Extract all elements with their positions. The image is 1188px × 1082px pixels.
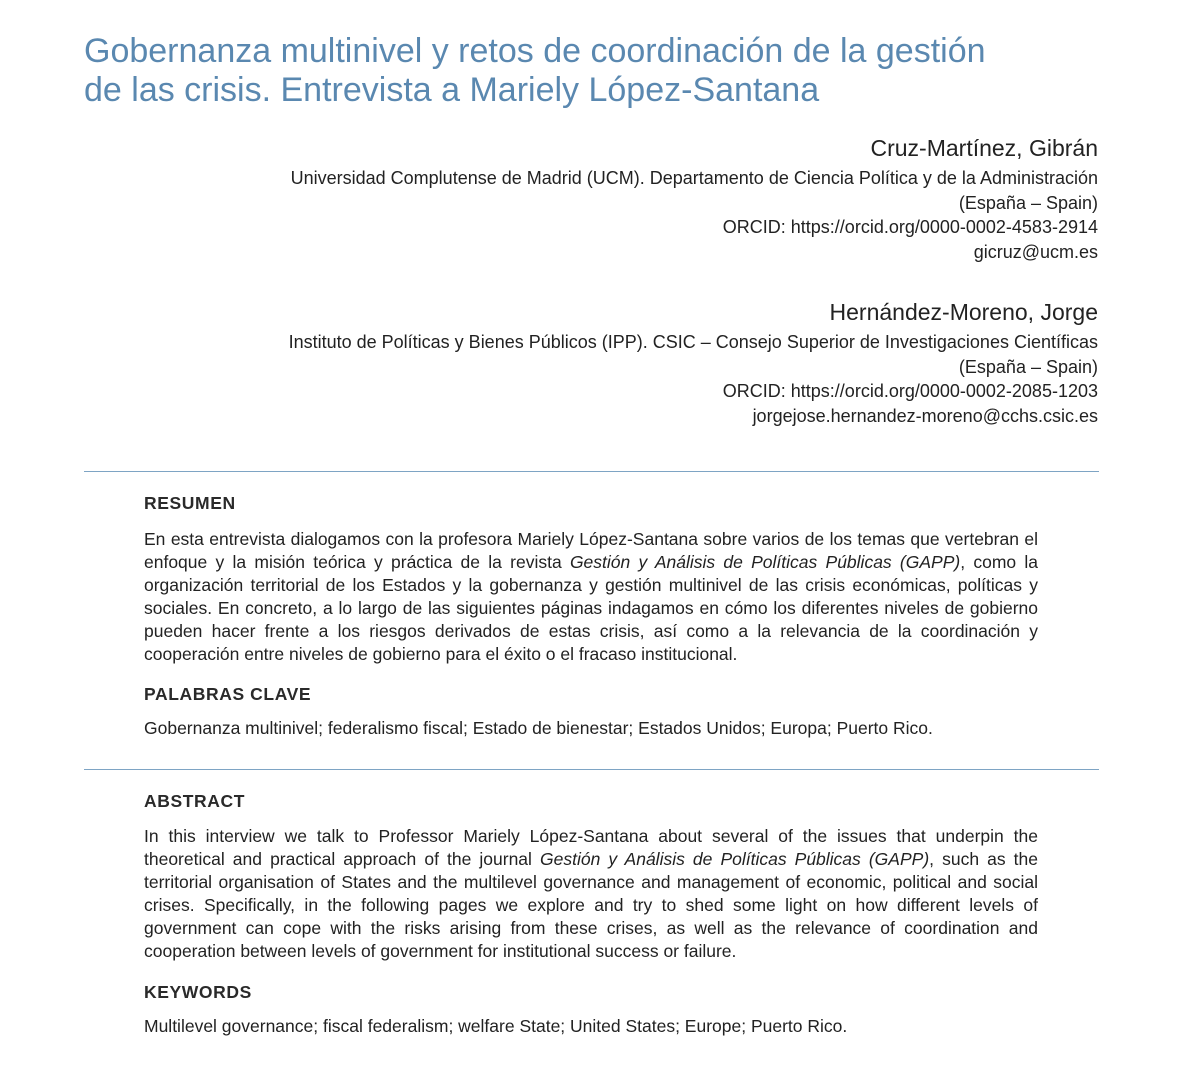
abstract-section-heading (144, 790, 1038, 812)
abstract-text-before: In this interview we talk to Professor Mariely López-Santana about several of the issues that underpin the theoretical and practical approach of the journal (144, 826, 1038, 869)
author-country: (España – Spain) (958, 356, 1098, 377)
palabras-clave-heading: PALABRAS CLAVE (144, 684, 312, 704)
abstract-journal-name: Gestión y Análisis de Políticas Públicas (GAPP) (540, 849, 930, 869)
resumen-paragraph (144, 528, 1038, 666)
palabras-clave-body (144, 717, 1038, 740)
author-block-1 (118, 133, 1098, 264)
abstract-text-after: , such as the territorial organisation of States and the multilevel governance and management of economic, political and social crises. Specifically, in the following pages we explore and try to shed some light on how different levels of government can cope with the risks arising from these crises, as well as the relevance of coordination and cooperation between levels of government for institutional success or failure. (144, 849, 1038, 961)
resumen-heading: RESUMEN (144, 493, 236, 513)
resumen-journal-name: Gestión y Análisis de Políticas Públicas (GAPP) (569, 552, 961, 572)
palabras-clave-text: Gobernanza multinivel; federalismo fiscal; Estado de bienestar; Estados Unidos; Europa; Puerto Rico. (144, 718, 933, 738)
section-divider (84, 471, 1099, 472)
author-orcid[interactable]: ORCID: https://orcid.org/0000-0002-2085-1203 (722, 381, 1098, 401)
author-affiliation: Universidad Complutense de Madrid (UCM). Departamento de Ciencia Política y de la Administración (290, 168, 1098, 188)
title-line-1: Gobernanza multinivel y retos de coordinación de la gestión (84, 32, 986, 70)
author-affiliation: Instituto de Políticas y Bienes Públicos (IPP). CSIC – Consejo Superior de Investigaciones Científicas (288, 332, 1098, 352)
author-country: (España – Spain) (958, 192, 1098, 213)
abstract-body (144, 825, 1038, 963)
section-divider (84, 769, 1099, 770)
resumen-body (144, 528, 1038, 666)
title-line-2: de las crisis. Entrevista a Mariely López-Santana (84, 71, 820, 109)
paper-title (84, 32, 1044, 110)
abstract-heading: ABSTRACT (144, 791, 246, 811)
author-block-2 (118, 297, 1098, 428)
resumen-section-heading (144, 492, 1038, 514)
keywords-text: Multilevel governance; fiscal federalism; welfare State; United States; Europe; Puerto Rico. (144, 1016, 848, 1036)
resumen-text-after: , como la organización territorial de los Estados y la gobernanza y gestión multinivel de las crisis económicas, políticas y sociales. En concreto, a lo largo de las siguientes páginas indagamos en cómo los diferentes niveles de gobierno pueden hacer frente a los riesgos derivados de estas crisis, así como a la relevancia de la coordinación y cooperación entre niveles de gobierno para el éxito o el fracaso institucional. (144, 552, 1039, 664)
author-email[interactable]: gicruz@ucm.es (973, 241, 1098, 262)
keywords-section-heading (144, 981, 1038, 1003)
resumen-text-before: En esta entrevista dialogamos con la profesora Mariely López-Santana sobre varios de los temas que vertebran el enfoque y la misión teórica y práctica de la revista (144, 529, 1038, 572)
keywords-body (144, 1015, 1038, 1038)
author-name: Hernández-Moreno, Jorge (829, 299, 1098, 325)
palabras-clave-section-heading (144, 683, 1038, 705)
author-orcid[interactable]: ORCID: https://orcid.org/0000-0002-4583-2914 (722, 217, 1098, 237)
author-email[interactable]: jorgejose.hernandez-moreno@cchs.csic.es (752, 405, 1098, 426)
keywords-heading: KEYWORDS (144, 982, 252, 1002)
abstract-paragraph (144, 825, 1038, 963)
author-name: Cruz-Martínez, Gibrán (870, 135, 1098, 161)
